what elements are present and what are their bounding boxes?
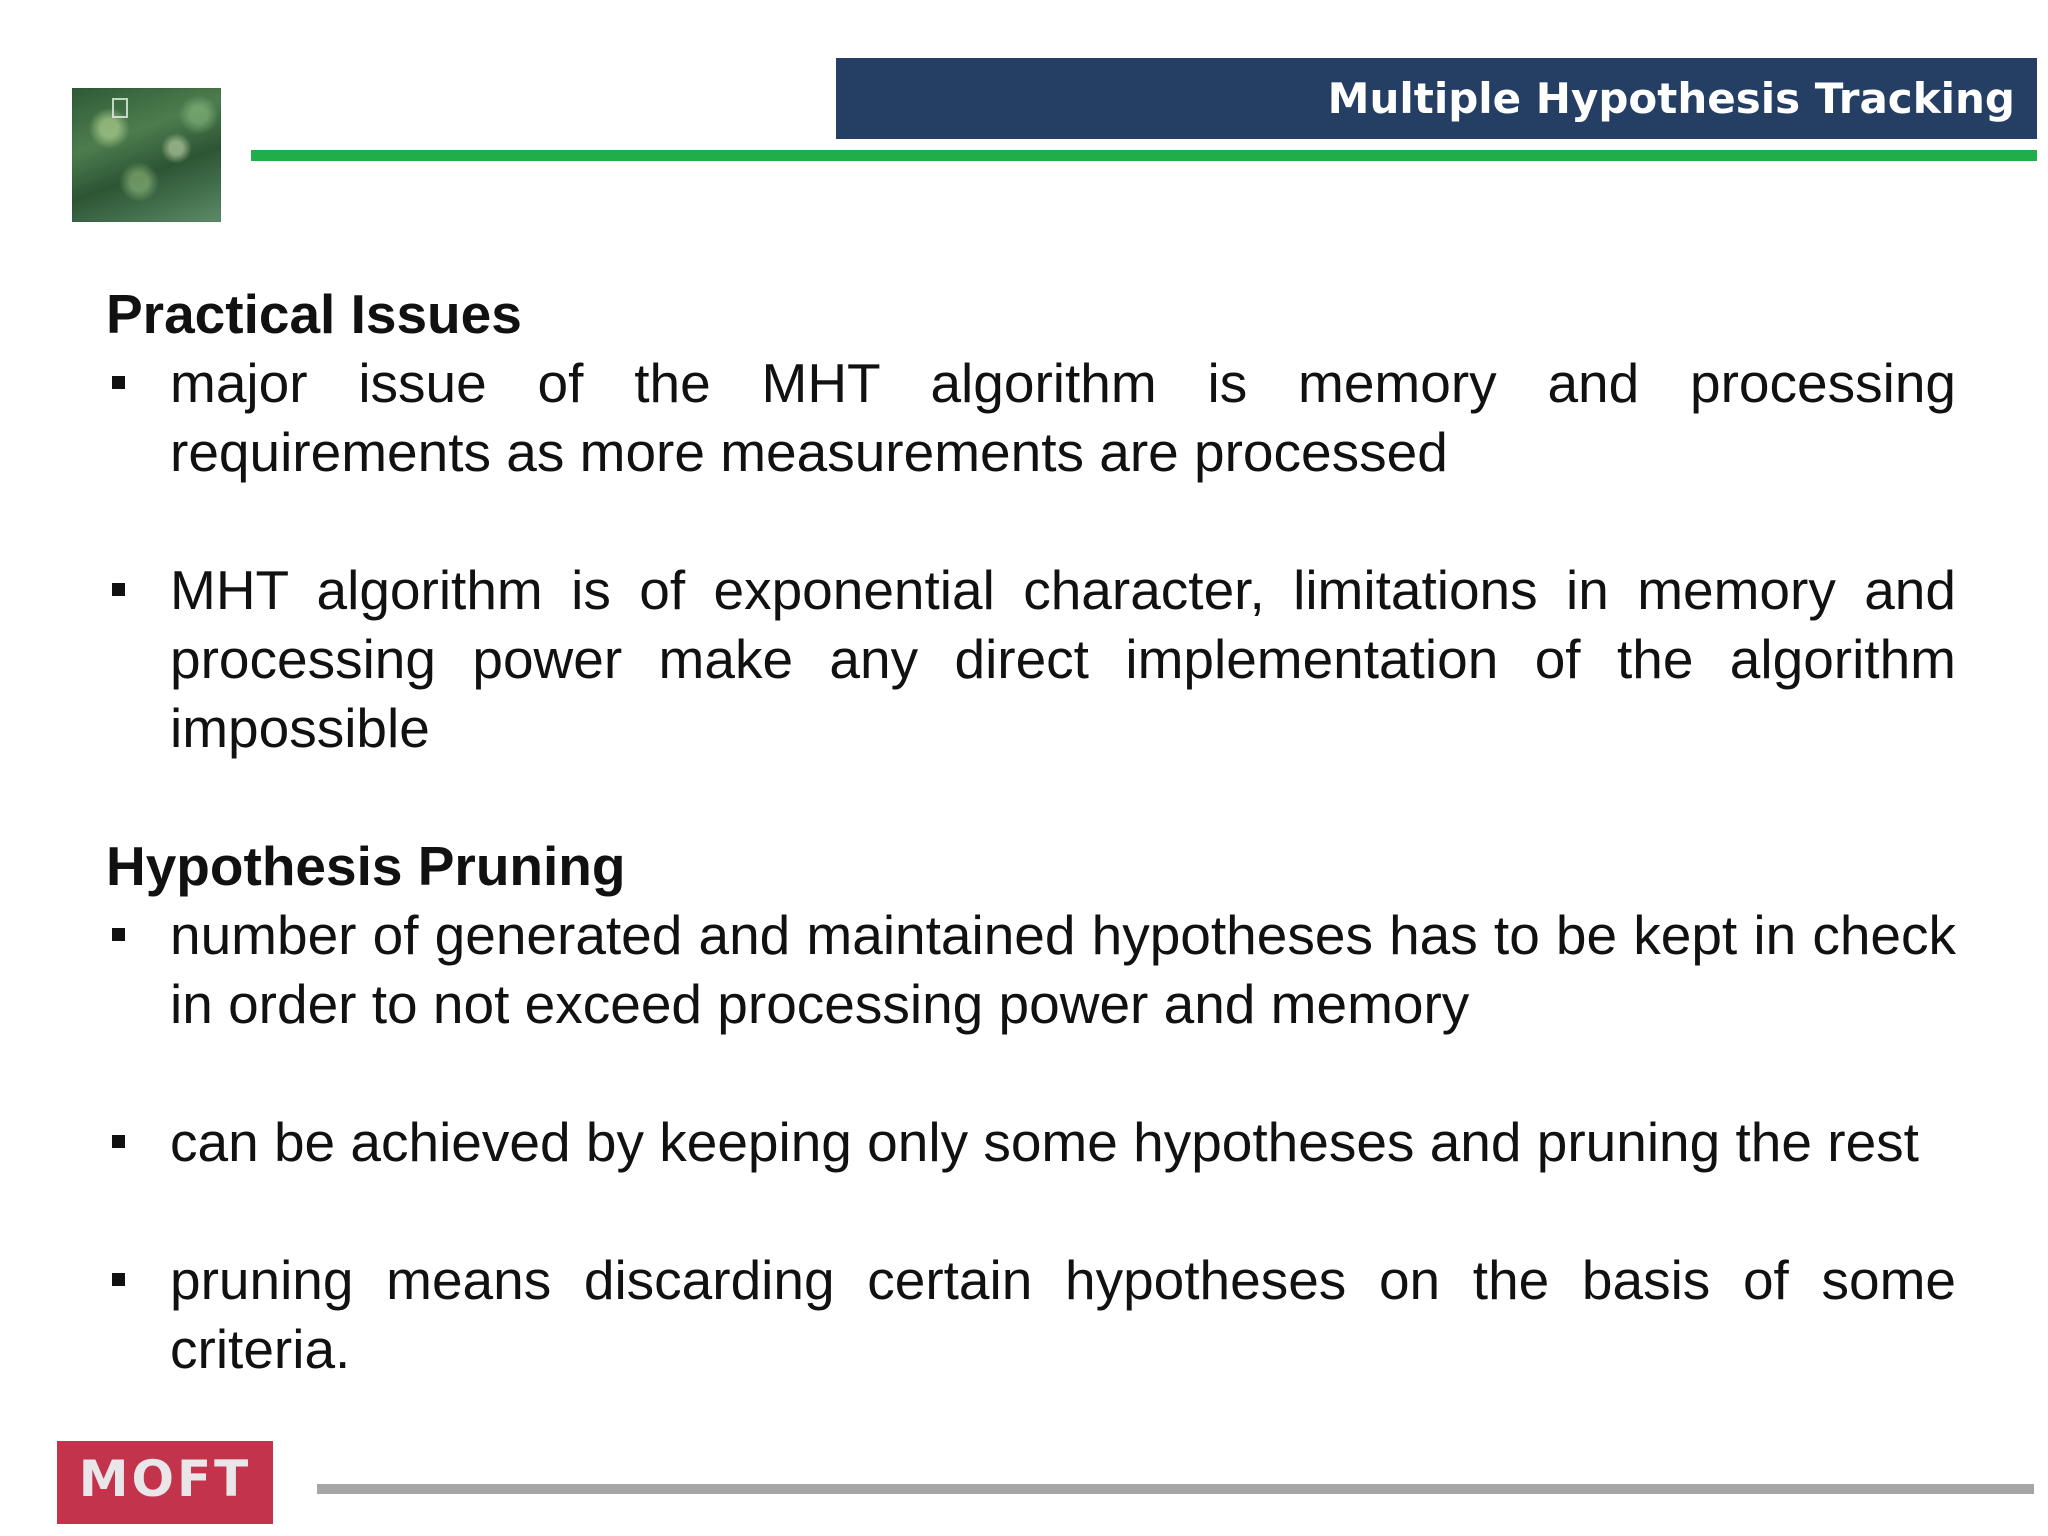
square-bullet-icon (112, 1273, 125, 1286)
bullet-text: can be achieved by keeping only some hypotheses and pruning the rest (170, 1111, 1919, 1173)
square-bullet-icon (112, 928, 125, 941)
bullet-item (106, 1246, 1956, 1384)
bullet-text: number of generated and maintained hypotheses has to be kept in check in order to not exceed processing power and memory (170, 904, 1956, 1035)
bullet-item (106, 1108, 1956, 1177)
square-bullet-icon (112, 376, 125, 389)
bullet-item (106, 349, 1956, 487)
square-bullet-icon (112, 583, 125, 596)
bullet-item (106, 556, 1956, 763)
corner-photo-image (72, 88, 221, 222)
header-divider (251, 150, 2037, 161)
bullet-list-practical-issues (106, 349, 1956, 763)
bullet-text: pruning means discarding certain hypotheses on the basis of some criteria. (170, 1249, 1956, 1380)
section-heading-hypothesis-pruning: Hypothesis Pruning (106, 835, 626, 897)
bullet-item (106, 901, 1956, 1039)
logo-text: MOFT (78, 1449, 252, 1508)
slide-title: Multiple Hypothesis Tracking (1327, 74, 2015, 123)
bullet-text: MHT algorithm is of exponential character, limitations in memory and processing power make any direct implementation of the algorithm impossible (170, 559, 1956, 759)
bullet-text: major issue of the MHT algorithm is memory and processing requirements as more measurements are processed (170, 352, 1956, 483)
footer-divider (317, 1484, 2034, 1494)
title-bar (836, 58, 2037, 139)
section-heading-practical-issues: Practical Issues (106, 283, 522, 345)
bullet-list-hypothesis-pruning (106, 901, 1956, 1384)
slide-content (106, 280, 1956, 1384)
moft-logo (57, 1441, 273, 1524)
photo-marker-icon (112, 98, 128, 118)
square-bullet-icon (112, 1135, 125, 1148)
